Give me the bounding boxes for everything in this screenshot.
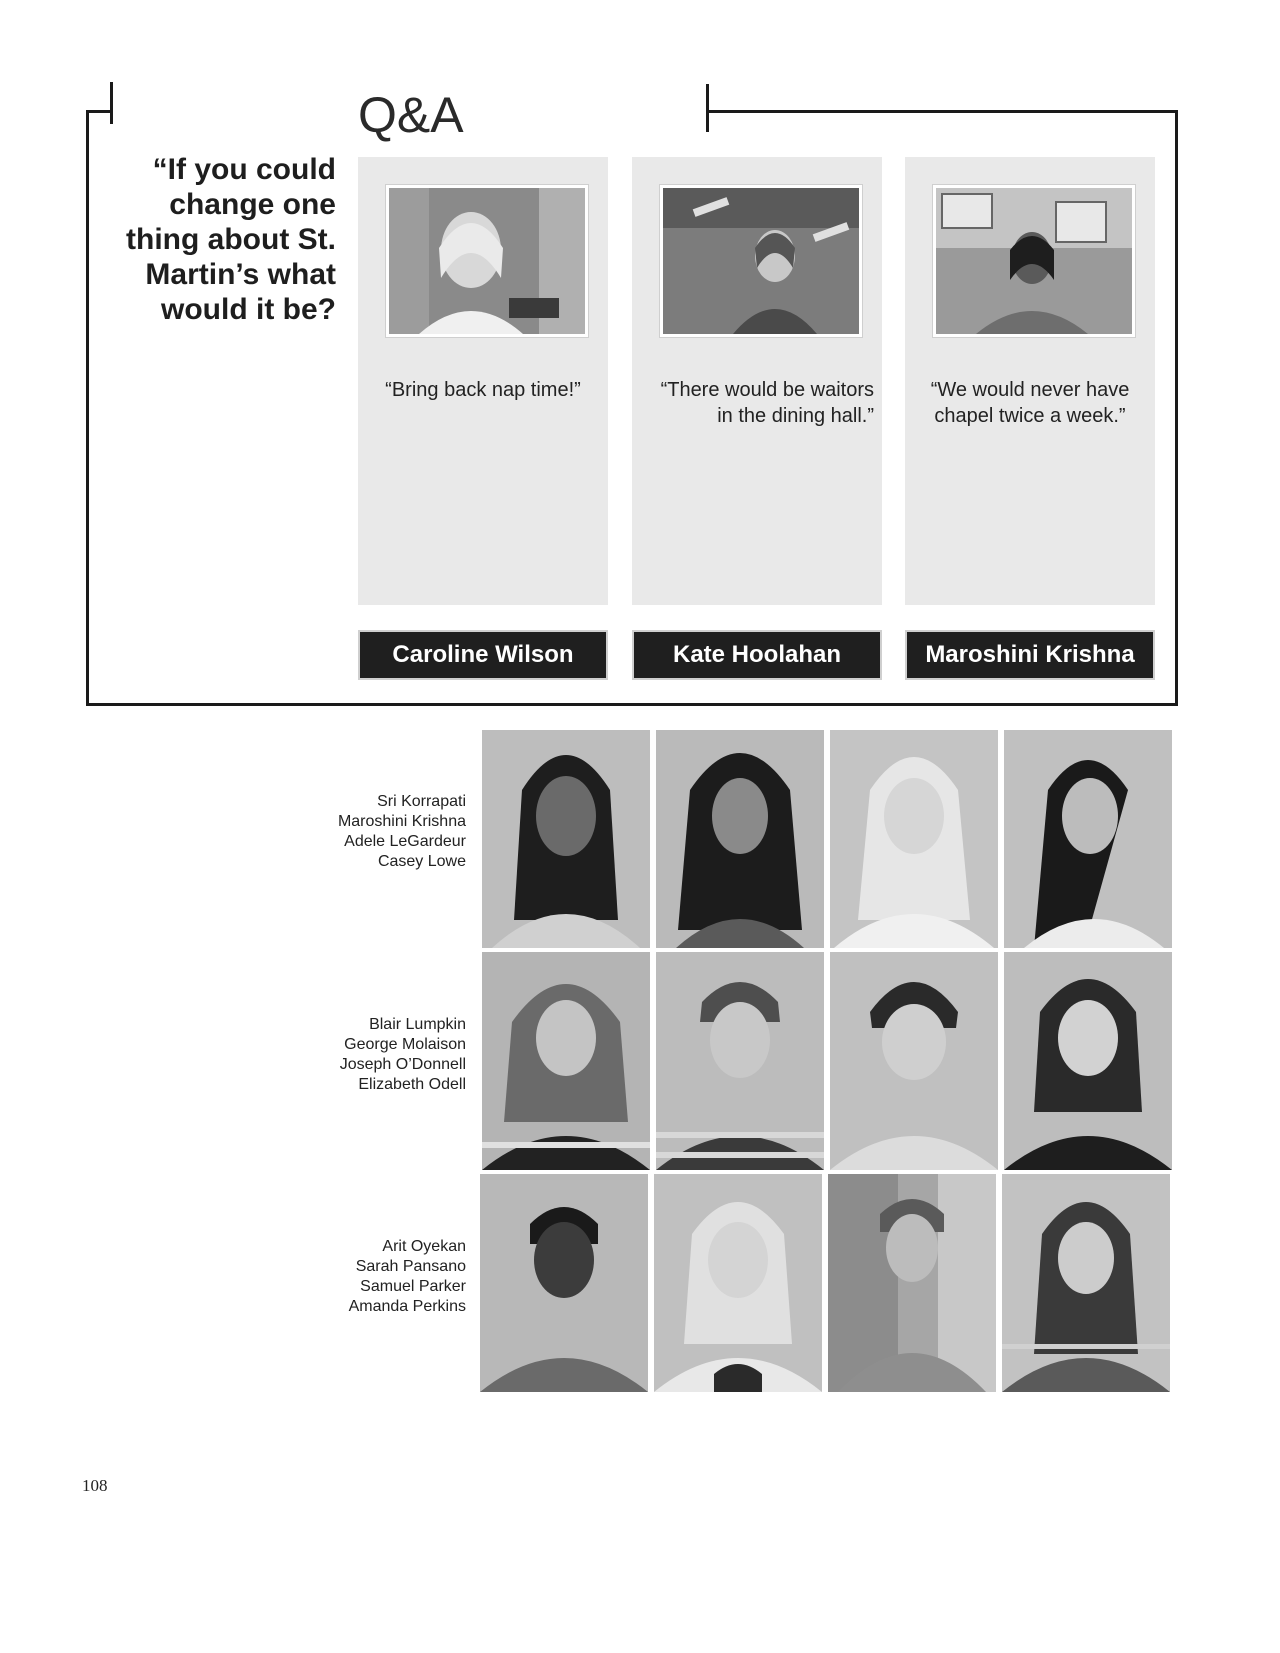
frame-line xyxy=(1175,110,1178,706)
qa-name-label: Kate Hoolahan xyxy=(632,630,882,680)
qa-name-label: Caroline Wilson xyxy=(358,630,608,680)
qa-quote: “We would never have chapel twice a week.” xyxy=(930,379,1130,427)
roster-name: Joseph O’Donnell xyxy=(339,1056,466,1073)
frame-line xyxy=(86,110,89,706)
portrait-photo xyxy=(828,1174,996,1392)
portrait-photo xyxy=(1002,1174,1170,1392)
qa-card xyxy=(632,157,882,605)
roster-name: Arit Oyekan xyxy=(382,1238,466,1255)
portrait-photo xyxy=(480,1174,648,1392)
portrait-photo xyxy=(1004,730,1172,948)
frame-line xyxy=(110,82,113,124)
qa-quote: “There would be waitors in the dining hall.” xyxy=(660,379,874,427)
roster-name: Casey Lowe xyxy=(377,853,466,870)
roster-name-list xyxy=(300,792,466,872)
portrait-photo xyxy=(830,952,998,1170)
roster-name: Sri Korrapati xyxy=(377,793,466,810)
portrait-photo xyxy=(656,730,824,948)
roster-name: Samuel Parker xyxy=(360,1278,466,1295)
portrait-photo xyxy=(482,952,650,1170)
roster-name-list xyxy=(300,1015,466,1095)
qa-question: “If you could change one thing about St. Martin’s what would it be? xyxy=(126,153,336,326)
roster-name: Amanda Perkins xyxy=(348,1298,466,1315)
portrait-photo xyxy=(830,730,998,948)
portrait-photo xyxy=(482,730,650,948)
qa-photo xyxy=(933,185,1135,337)
qa-photo xyxy=(386,185,588,337)
roster-name: George Molaison xyxy=(344,1036,466,1053)
qa-quote: “Bring back nap time!” xyxy=(385,379,581,401)
roster-name: Adele LeGardeur xyxy=(344,833,466,850)
page-number: 108 xyxy=(82,1476,108,1495)
portrait-photo xyxy=(656,952,824,1170)
roster-name-list xyxy=(300,1237,466,1317)
qa-title: Q&A xyxy=(358,87,464,143)
frame-line xyxy=(86,703,1178,706)
qa-photo xyxy=(660,185,862,337)
portrait-photo xyxy=(1004,952,1172,1170)
roster-name: Elizabeth Odell xyxy=(358,1076,466,1093)
frame-line xyxy=(706,84,709,132)
qa-card xyxy=(905,157,1155,605)
qa-name-label: Maroshini Krishna xyxy=(905,630,1155,680)
frame-line xyxy=(88,110,113,113)
roster-name: Maroshini Krishna xyxy=(337,813,466,830)
frame-line xyxy=(706,110,1178,113)
qa-card xyxy=(358,157,608,605)
roster-name: Blair Lumpkin xyxy=(369,1016,466,1033)
roster-name: Sarah Pansano xyxy=(355,1258,466,1275)
portrait-photo xyxy=(654,1174,822,1392)
